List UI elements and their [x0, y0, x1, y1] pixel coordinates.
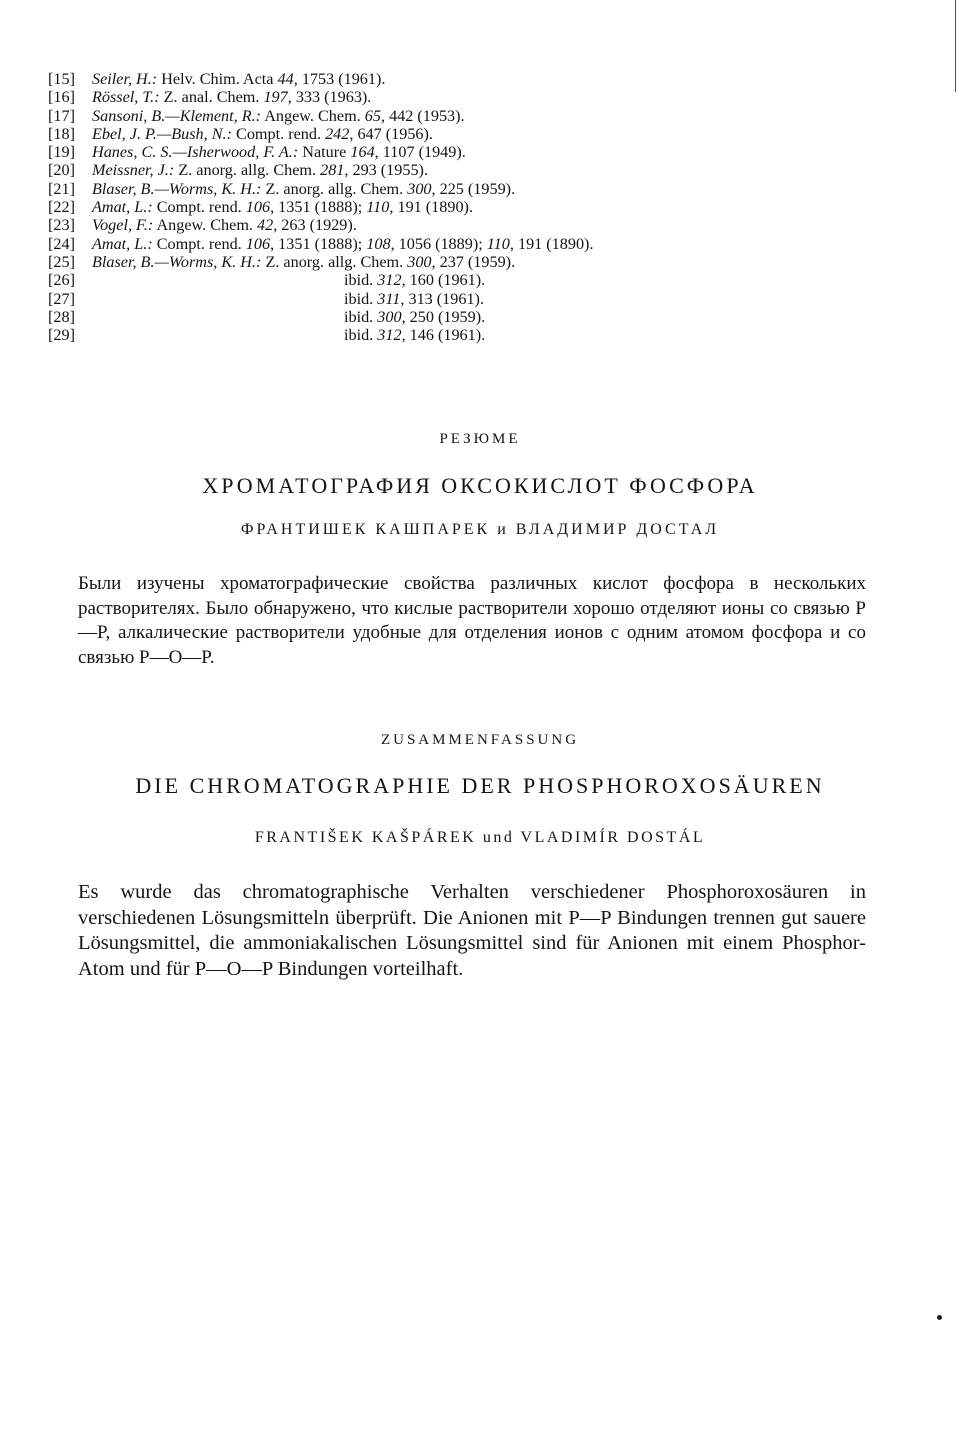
- german-summary-title: DIE CHROMATOGRAPHIE DER PHOSPHOROXOSÄUREN: [135, 773, 825, 798]
- reference-vol: 106: [245, 234, 271, 253]
- reference-author: Ebel, J. P.—Bush, N.:: [92, 124, 232, 143]
- russian-summary-text: Были изучены хроматографические свойства различных кислот фосфора в нескольких растворителях. Было обнаружено, что кислые растворители хорошо отделяют ионы со связью P—P, алкалические растворители удобные для отделения ионов с одним атомом фосфора и со связью P—O—P.: [78, 573, 866, 668]
- reference-pre: Compt. rend.: [152, 198, 246, 217]
- reference-post: , 647 (1956).: [349, 124, 433, 143]
- reference-author: Vogel, F.:: [92, 216, 154, 235]
- reference-num: [16]: [48, 88, 75, 107]
- reference-post2: , 1056 (1889);: [390, 234, 487, 253]
- reference-pre: Angew. Chem.: [153, 216, 258, 235]
- reference-pre: Z. anorg. allg. Chem.: [174, 161, 321, 180]
- page-edge-line: [955, 0, 956, 92]
- reference-author: Rössel, T.:: [92, 88, 160, 107]
- reference-num: [18]: [48, 124, 75, 143]
- reference-num: [24]: [48, 234, 75, 253]
- reference-item: [48, 290, 928, 308]
- reference-vol2: 108: [366, 234, 391, 253]
- reference-post: , 1351 (1888);: [270, 198, 367, 217]
- reference-num: [20]: [48, 161, 75, 180]
- reference-post: , 313 (1961).: [400, 289, 484, 308]
- reference-author: Blaser, B.—Worms, K. H.:: [92, 179, 262, 198]
- reference-vol3: 110: [486, 234, 510, 253]
- reference-num: [28]: [48, 307, 75, 326]
- reference-author: Blaser, B.—Worms, K. H.:: [92, 252, 262, 271]
- reference-num: [19]: [48, 143, 75, 162]
- reference-item: [48, 235, 928, 253]
- reference-item: [48, 107, 928, 125]
- reference-pre: Compt. rend.: [231, 124, 326, 143]
- reference-num: [29]: [48, 326, 75, 345]
- reference-post: , 1351 (1888);: [270, 234, 367, 253]
- reference-vol: 197: [263, 88, 288, 107]
- reference-num: [25]: [48, 252, 75, 271]
- reference-num: [27]: [48, 289, 75, 308]
- reference-pre: Compt. rend.: [152, 234, 246, 253]
- reference-post: , 1753 (1961).: [293, 70, 386, 88]
- reference-post3: , 191 (1890).: [509, 234, 594, 253]
- reference-author: Seiler, H.:: [92, 70, 158, 88]
- reference-pre: ibid.: [344, 326, 378, 345]
- reference-post: , 442 (1953).: [380, 106, 465, 125]
- reference-pre: Z. anal. Chem.: [159, 88, 264, 107]
- reference-item: [48, 180, 928, 198]
- german-summary-heading: ZUSAMMENFASSUNG: [380, 732, 580, 748]
- reference-vol: 312: [377, 326, 402, 345]
- reference-pre: Helv. Chim. Acta: [157, 70, 278, 88]
- reference-num: [21]: [48, 179, 75, 198]
- reference-item: [48, 161, 928, 179]
- reference-item: [48, 70, 928, 88]
- reference-num: [26]: [48, 271, 75, 290]
- reference-vol: 300: [377, 307, 402, 326]
- reference-item: [48, 88, 928, 106]
- reference-pre: ibid.: [344, 307, 378, 326]
- reference-item: [48, 326, 928, 344]
- reference-item: [48, 125, 928, 143]
- reference-author: Meissner, J.:: [92, 161, 175, 180]
- reference-pre: ibid.: [344, 289, 378, 308]
- reference-vol: 281: [320, 161, 345, 180]
- german-summary-text: Es wurde das chromatographische Verhalten verschiedener Phosphoroxosäuren in verschiedenen Lösungsmitteln überprüft. Die Anionen mit P—P Bindungen trennen gut sauere Lösungsmittel, die ammoniakalischen Lösungsmittel sind für Anionen mit einem Phosphor-Atom und für P—O—P Bindungen vorteilhaft.: [78, 881, 866, 980]
- reference-post2: , 191 (1890).: [389, 198, 473, 217]
- reference-pre: Z. anorg. allg. Chem.: [261, 252, 408, 271]
- reference-vol: 300: [407, 252, 432, 271]
- reference-post: , 263 (1929).: [273, 216, 357, 235]
- reference-pre: Z. anorg. allg. Chem.: [261, 179, 408, 198]
- reference-num: [17]: [48, 106, 75, 125]
- reference-vol: 44: [277, 70, 294, 88]
- reference-post: , 333 (1963).: [287, 88, 372, 107]
- reference-pre: Angew. Chem.: [261, 106, 365, 125]
- reference-post: , 160 (1961).: [401, 271, 486, 290]
- ink-dot: [937, 1315, 942, 1320]
- reference-vol: 311: [377, 289, 401, 308]
- reference-vol2: 110: [366, 198, 390, 217]
- reference-post: , 225 (1959).: [431, 179, 516, 198]
- reference-num: [23]: [48, 216, 75, 235]
- reference-item: [48, 143, 928, 161]
- reference-vol: 300: [407, 179, 432, 198]
- reference-vol: 312: [377, 271, 402, 290]
- russian-summary-heading: РЕЗЮМЕ: [439, 431, 521, 447]
- russian-summary-title: ХРОМАТОГРАФИЯ ОКСОКИСЛОТ ФОСФОРА: [202, 473, 758, 498]
- reference-author: Amat, L.:: [92, 234, 153, 253]
- reference-item: [48, 253, 928, 271]
- reference-post: , 146 (1961).: [401, 326, 486, 345]
- reference-item: [48, 198, 928, 216]
- reference-pre: ibid.: [344, 271, 378, 290]
- reference-post: , 1107 (1949).: [374, 143, 466, 162]
- russian-summary-authors: ФРАНТИШЕК КАШПАРЕК и ВЛАДИМИР ДОСТАЛ: [240, 521, 720, 538]
- reference-vol: 242: [325, 124, 350, 143]
- reference-author: Amat, L.:: [92, 198, 153, 217]
- reference-item: [48, 271, 928, 289]
- reference-list: [48, 70, 928, 344]
- reference-num: [15]: [48, 70, 75, 88]
- reference-author: Sansoni, B.—Klement, R.:: [92, 106, 262, 125]
- reference-post: , 237 (1959).: [431, 252, 516, 271]
- reference-pre: Nature: [298, 143, 351, 162]
- reference-item: [48, 216, 928, 234]
- reference-author: Hanes, C. S.—Isherwood, F. A.:: [92, 143, 299, 162]
- reference-vol: 65: [364, 106, 381, 125]
- reference-vol: 106: [245, 198, 271, 217]
- reference-vol: 42: [257, 216, 274, 235]
- reference-num: [22]: [48, 198, 75, 217]
- german-summary-authors: FRANTIŠEK KAŠPÁREK und VLADIMÍR DOSTÁL: [254, 829, 706, 846]
- reference-vol: 164: [350, 143, 375, 162]
- reference-post: , 250 (1959).: [401, 307, 486, 326]
- reference-item: [48, 308, 928, 326]
- reference-post: , 293 (1955).: [344, 161, 428, 180]
